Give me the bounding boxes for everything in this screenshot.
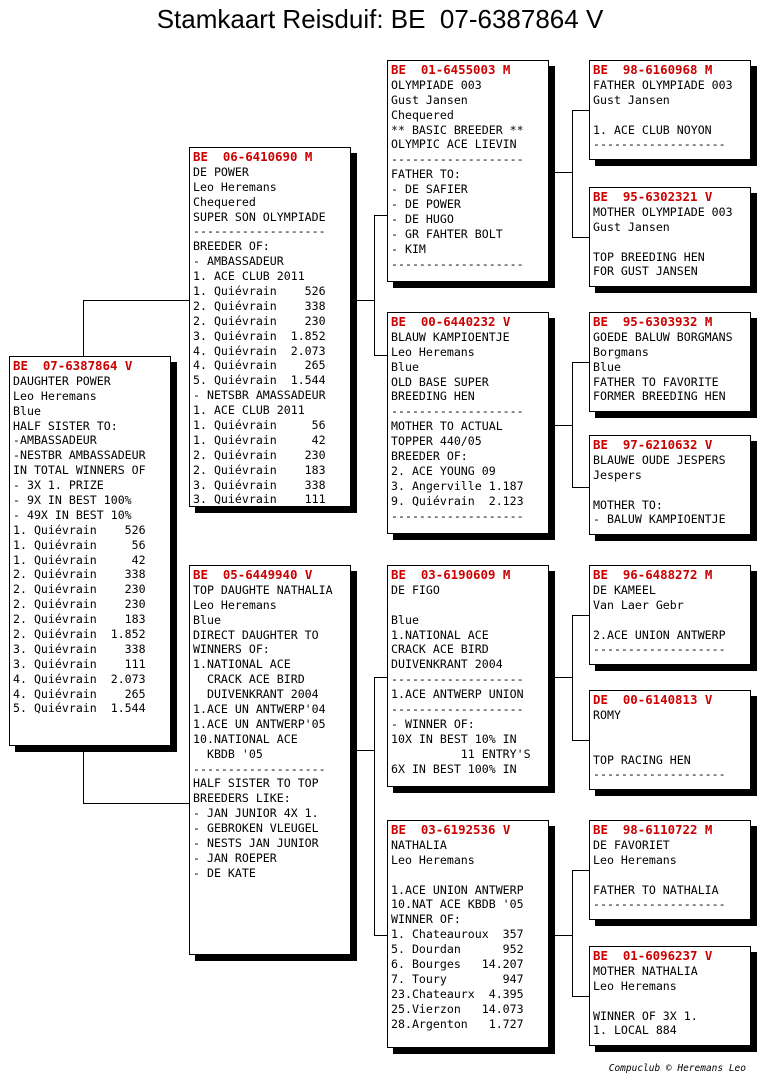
card-line: WINNER OF: — [391, 912, 461, 927]
ring-number: BE 01-6096237 V — [593, 948, 713, 963]
pedigree-card-mff — [589, 565, 751, 665]
pedigree-card-ffm — [589, 187, 751, 287]
card-line: Gust Jansen — [391, 92, 468, 107]
card-line: BREEDER OF: — [391, 449, 468, 464]
card-line: 2. Quiévrain 230 — [13, 597, 146, 612]
card-line: Van Laer Gebr — [593, 597, 684, 612]
card-line: MOTHER TO ACTUAL — [391, 419, 503, 434]
card-line: 25.Vierzon 14.073 — [391, 1001, 524, 1016]
card-line: 1.ACE UNION ANTWERP — [391, 882, 524, 897]
card-line: Jespers — [593, 467, 642, 482]
card-line: DUIVENKRANT 2004 — [391, 657, 503, 672]
card-line: TOP RACING HEN — [593, 752, 691, 767]
card-line: ------------------- — [391, 672, 524, 687]
ring-number: BE 06-6410690 M — [193, 149, 313, 164]
connector-line — [374, 935, 387, 936]
pedigree-card-fmm — [589, 435, 751, 535]
ring-number: BE 07-6387864 V — [13, 358, 133, 373]
card-line: 3. Quiévrain 111 — [193, 492, 326, 507]
card-line: 3. Angerville 1.187 — [391, 478, 524, 493]
connector-line — [555, 172, 573, 173]
card-line: - DE KATE — [193, 865, 256, 880]
card-line: 1. Quiévrain 526 — [193, 284, 326, 299]
card-line: Leo Heremans — [193, 179, 277, 194]
ring-number: BE 98-6110722 M — [593, 822, 713, 837]
ring-number: DE 00-6140813 V — [593, 692, 713, 707]
connector-line — [357, 750, 375, 751]
connector-line — [555, 425, 573, 426]
card-line: Blue — [391, 359, 419, 374]
card-line: - NETSBR AMASSADEUR — [193, 388, 326, 403]
ring-number: BE 95-6303932 M — [593, 314, 713, 329]
card-line — [593, 994, 750, 1009]
card-line: ------------------- — [391, 702, 524, 717]
card-line: 28.Argenton 1.727 — [391, 1016, 524, 1031]
card-line: TOP BREEDING HEN — [593, 249, 705, 264]
card-line: Blue — [593, 359, 621, 374]
card-line — [391, 868, 548, 883]
card-line: - KIM — [391, 241, 426, 256]
connector-line — [572, 615, 589, 616]
card-line: HALF SISTER TO: — [13, 418, 118, 433]
card-line: 3. Quiévrain 338 — [193, 477, 326, 492]
card-line: OLYMPIADE 003 — [391, 77, 482, 92]
card-line: FOR GUST JANSEN — [593, 264, 698, 279]
pedigree-card-fmf — [589, 312, 751, 412]
card-line: MOTHER OLYMPIADE 003 — [593, 204, 733, 219]
card-line: ------------------- — [391, 256, 524, 271]
card-line: - DE SAFIER — [391, 182, 468, 197]
card-line: HALF SISTER TO TOP — [193, 776, 319, 791]
connector-line — [572, 110, 589, 111]
card-line — [391, 598, 548, 613]
card-line: 6X IN BEST 100% IN — [391, 761, 517, 776]
card-line: DE KAMEEL — [593, 582, 656, 597]
pedigree-card-mm — [387, 820, 549, 1048]
card-line: FATHER OLYMPIADE 003 — [593, 77, 733, 92]
card-line: 1. Quiévrain 42 — [193, 432, 326, 447]
card-line: 1. ACE CLUB 2011 — [193, 269, 305, 284]
card-line — [593, 613, 750, 628]
connector-line — [374, 355, 387, 356]
card-line: FORMER BREEDING HEN — [593, 389, 726, 404]
card-line: 1.ACE ANTWERP UNION — [391, 687, 524, 702]
card-line: 1. Quiévrain 42 — [13, 552, 146, 567]
page-title: Stamkaart Reisduif: BE 07-6387864 V — [156, 4, 604, 34]
connector-line — [374, 677, 387, 678]
card-line: - DE POWER — [391, 197, 461, 212]
card-line: 1. Quiévrain 56 — [13, 537, 146, 552]
pedigree-card-father — [189, 147, 351, 507]
connector-line — [572, 996, 589, 997]
card-line — [593, 723, 750, 738]
card-line: ** BASIC BREEDER ** — [391, 122, 524, 137]
card-line: Chequered — [391, 107, 454, 122]
card-line: 5. Quiévrain 1.544 — [193, 373, 326, 388]
connector-line — [555, 935, 573, 936]
card-line: - JAN JUNIOR 4X 1. — [193, 806, 319, 821]
pedigree-card-mfm — [589, 690, 751, 790]
card-line: -AMBASSADEUR — [13, 433, 97, 448]
pedigree-card-mmm — [589, 946, 751, 1046]
ring-number: BE 97-6210632 V — [593, 437, 713, 452]
card-line: 9. Quiévrain 2.123 — [391, 493, 524, 508]
card-line: CRACK ACE BIRD — [391, 642, 489, 657]
ring-number: BE 01-6455003 M — [391, 62, 511, 77]
card-line: ------------------- — [593, 642, 726, 657]
card-line: Leo Heremans — [391, 852, 475, 867]
card-line: ------------------- — [593, 137, 726, 152]
connector-line — [572, 362, 589, 363]
card-line: KBDB '05 — [193, 746, 263, 761]
card-line: DUIVENKRANT 2004 — [193, 687, 319, 702]
card-line: ------------------- — [593, 897, 726, 912]
ring-number: BE 95-6302321 V — [593, 189, 713, 204]
card-line: ------------------- — [391, 152, 524, 167]
card-line: 4. Quiévrain 265 — [193, 358, 326, 373]
card-line: - JAN ROEPER — [193, 850, 277, 865]
pedigree-card-mother — [189, 565, 351, 955]
connector-line — [572, 362, 573, 487]
card-line: 1.ACE UN ANTWERP'05 — [193, 716, 326, 731]
card-line: 2. Quiévrain 183 — [193, 462, 326, 477]
card-line: WINNERS OF: — [193, 642, 270, 657]
card-line: DIRECT DAUGHTER TO — [193, 627, 319, 642]
card-line: BLAUW KAMPIOENTJE — [391, 329, 510, 344]
card-line: ------------------- — [193, 224, 326, 239]
card-line: 4. Quiévrain 265 — [13, 686, 146, 701]
card-line: MOTHER NATHALIA — [593, 963, 698, 978]
pedigree-card-fm — [387, 312, 549, 534]
card-line: MOTHER TO: — [593, 497, 663, 512]
card-line: Leo Heremans — [193, 597, 277, 612]
connector-line — [83, 300, 189, 301]
ring-number: BE 05-6449940 V — [193, 567, 313, 582]
card-line: 2. Quiévrain 230 — [193, 313, 326, 328]
card-line: - 49X IN BEST 10% — [13, 507, 132, 522]
card-line: Gust Jansen — [593, 219, 670, 234]
card-line: ------------------- — [593, 767, 726, 782]
card-line — [593, 108, 750, 123]
card-line: DAUGHTER POWER — [13, 373, 111, 388]
card-line: 5. Dourdan 952 — [391, 942, 524, 957]
card-line: BREEDING HEN — [391, 389, 475, 404]
footer-credit: Compuclub © Heremans Leo — [608, 1063, 746, 1074]
card-line: 2. Quiévrain 230 — [13, 582, 146, 597]
card-line: GOEDE BALUW BORGMANS — [593, 329, 733, 344]
connector-line — [572, 487, 589, 488]
connector-line — [572, 237, 589, 238]
connector-line — [572, 740, 589, 741]
connector-line — [374, 215, 375, 355]
card-line: WINNER OF 3X 1. — [593, 1008, 698, 1023]
card-line: ------------------- — [391, 508, 524, 523]
card-line: 2. ACE YOUNG 09 — [391, 463, 496, 478]
card-line: BREEDER OF: — [193, 239, 270, 254]
card-line: DE FAVORIET — [593, 837, 670, 852]
card-line: ROMY — [593, 707, 621, 722]
card-line: FATHER TO: — [391, 167, 461, 182]
card-line: - BALUW KAMPIOENTJE — [593, 512, 726, 527]
card-line: NATHALIA — [391, 837, 447, 852]
pedigree-card-mmf — [589, 820, 751, 920]
pedigree-card-fff — [589, 60, 751, 160]
connector-line — [555, 677, 573, 678]
card-line: ------------------- — [391, 404, 524, 419]
card-line: -NESTBR AMBASSADEUR — [13, 448, 146, 463]
card-line: ------------------- — [193, 761, 326, 776]
card-line — [593, 483, 750, 498]
ring-number: BE 03-6190609 M — [391, 567, 511, 582]
pedigree-card-ff — [387, 60, 549, 282]
card-line: 4. Quiévrain 2.073 — [193, 343, 326, 358]
card-line: FATHER TO FAVORITE — [593, 374, 719, 389]
card-line: - AMBASSADEUR — [193, 254, 284, 269]
card-line: 6. Bourges 14.207 — [391, 957, 524, 972]
card-line: FATHER TO NATHALIA — [593, 882, 719, 897]
ring-number: BE 96-6488272 M — [593, 567, 713, 582]
connector-line — [572, 110, 573, 237]
card-line — [593, 738, 750, 753]
card-line: TOP DAUGHTE NATHALIA — [193, 582, 333, 597]
card-line: CRACK ACE BIRD — [193, 672, 305, 687]
card-line: Chequered — [193, 194, 256, 209]
connector-line — [572, 870, 589, 871]
card-line: BLAUWE OUDE JESPERS — [593, 452, 726, 467]
ring-number: BE 00-6440232 V — [391, 314, 511, 329]
card-line: 2.ACE UNION ANTWERP — [593, 627, 726, 642]
card-line: 11 ENTRY'S — [391, 746, 531, 761]
connector-line — [374, 677, 375, 935]
card-line: 1.ACE UN ANTWERP'04 — [193, 702, 326, 717]
card-line: 1. LOCAL 884 — [593, 1023, 677, 1038]
card-line: 2. Quiévrain 338 — [193, 298, 326, 313]
card-line: - GR FAHTER BOLT — [391, 226, 503, 241]
card-line: - 9X IN BEST 100% — [13, 493, 132, 508]
card-line: IN TOTAL WINNERS OF — [13, 463, 146, 478]
card-line: 1. Quiévrain 56 — [193, 418, 326, 433]
card-line: Leo Heremans — [593, 852, 677, 867]
card-line: - GEBROKEN VLEUGEL — [193, 821, 319, 836]
connector-line — [83, 803, 189, 804]
card-line: Leo Heremans — [391, 344, 475, 359]
card-line: - DE HUGO — [391, 211, 454, 226]
connector-line — [83, 300, 84, 356]
card-line: 1. Quiévrain 526 — [13, 522, 146, 537]
card-line: Blue — [391, 612, 419, 627]
card-line — [593, 868, 750, 883]
card-line: 2. Quiévrain 230 — [193, 447, 326, 462]
card-line: 2. Quiévrain 183 — [13, 612, 146, 627]
connector-line — [83, 752, 84, 804]
card-line: 4. Quiévrain 2.073 — [13, 671, 146, 686]
card-line: Blue — [193, 612, 221, 627]
card-line: 23.Chateaurx 4.395 — [391, 986, 524, 1001]
card-line: Blue — [13, 403, 41, 418]
card-line: 10X IN BEST 10% IN — [391, 731, 517, 746]
card-line: 3. Quiévrain 1.852 — [193, 328, 326, 343]
card-line: 1. ACE CLUB 2011 — [193, 403, 305, 418]
card-line: DE FIGO — [391, 582, 440, 597]
card-line: OLD BASE SUPER — [391, 374, 489, 389]
card-line: OLYMPIC ACE LIEVIN — [391, 137, 517, 152]
connector-line — [572, 870, 573, 996]
ring-number: BE 98-6160968 M — [593, 62, 713, 77]
connector-line — [374, 215, 387, 216]
pedigree-card-mf — [387, 565, 549, 787]
card-line: TOPPER 440/05 — [391, 434, 482, 449]
connector-line — [572, 615, 573, 740]
card-line: 10.NATIONAL ACE — [193, 731, 298, 746]
card-line: 1. ACE CLUB NOYON — [593, 122, 712, 137]
card-line: 7. Toury 947 — [391, 971, 524, 986]
card-line: 2. Quiévrain 338 — [13, 567, 146, 582]
ring-number: BE 03-6192536 V — [391, 822, 511, 837]
card-line: 3. Quiévrain 338 — [13, 641, 146, 656]
card-line: 1.NATIONAL ACE — [193, 657, 291, 672]
card-line: - 3X 1. PRIZE — [13, 478, 104, 493]
card-line: 1. Chateauroux 357 — [391, 927, 524, 942]
card-line: 2. Quiévrain 1.852 — [13, 627, 146, 642]
pedigree-card-subject — [9, 356, 171, 746]
card-line: Gust Jansen — [593, 92, 670, 107]
card-line: 10.NAT ACE KBDB '05 — [391, 897, 524, 912]
card-line: 5. Quiévrain 1.544 — [13, 701, 146, 716]
card-line: Borgmans — [593, 344, 649, 359]
card-line: Leo Heremans — [13, 388, 97, 403]
connector-line — [357, 300, 375, 301]
card-line: SUPER SON OLYMPIADE — [193, 209, 326, 224]
card-line: Leo Heremans — [593, 978, 677, 993]
card-line: 1.NATIONAL ACE — [391, 627, 489, 642]
card-line — [593, 235, 750, 250]
card-line: BREEDERS LIKE: — [193, 791, 291, 806]
card-line: - WINNER OF: — [391, 716, 475, 731]
card-line: 3. Quiévrain 111 — [13, 656, 146, 671]
card-line: DE POWER — [193, 164, 249, 179]
card-line: - NESTS JAN JUNIOR — [193, 836, 319, 851]
